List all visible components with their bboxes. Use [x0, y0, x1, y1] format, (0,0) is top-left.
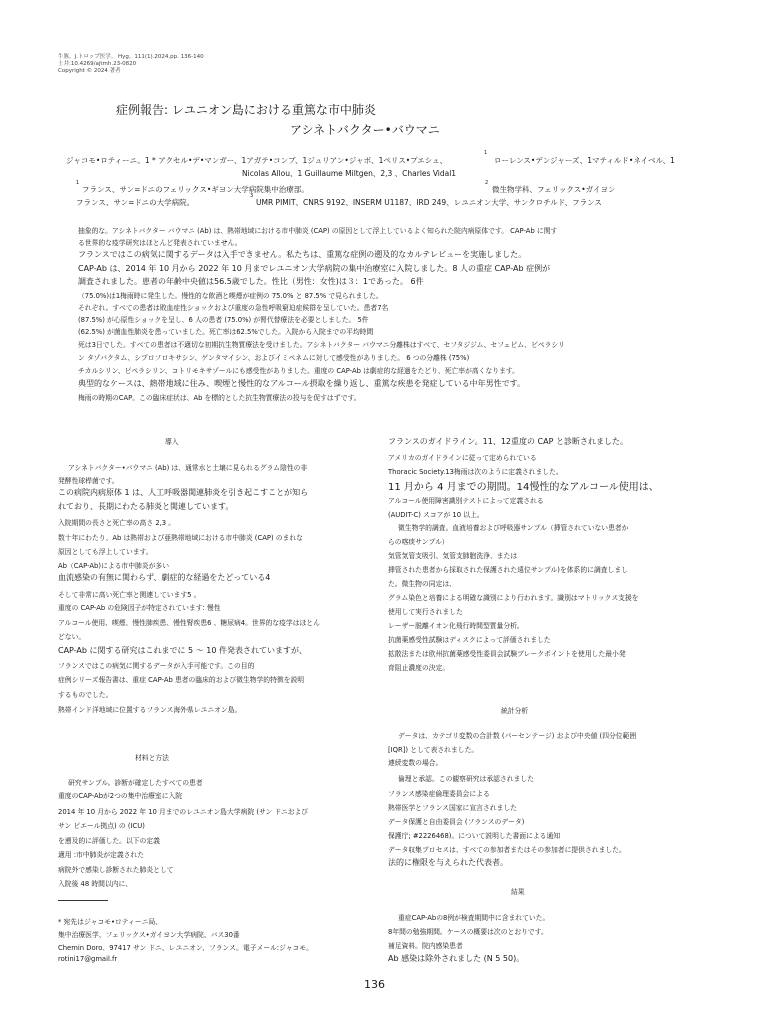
- page-number: 136: [364, 978, 385, 991]
- text-line: 挿管された患者から採取された保護された遠位サンプル)を体系的に調査しまし: [388, 566, 628, 574]
- text-line: アルコール使用障害識別テストによって定義される: [388, 497, 544, 505]
- text-line: CAP-Ab は、2014 年 10 月から 2022 年 10 月までレユニオン大学病院の集中治療室に入院しました。8 人の重症 CAP-Ab 症例が: [78, 264, 551, 273]
- text-line: サン ピエール拠点) の (ICU): [58, 822, 145, 830]
- text-line: (62.5%) が菌血性肺炎を患っていました。死亡率は62.5%でした。入院から入院までの平均時間: [78, 328, 374, 336]
- text-line: 梅雨の時期のCAP。この臨床症状は、Ab を標的とした抗生物質療法の投与を促すはずです。: [78, 394, 361, 402]
- text-line: データ収集プロセスは、すべての参加者またはその参加者に提供されました。: [388, 846, 626, 854]
- affiliation-line: フランス、サン=ドニのフェリックス•ギヨン大学病院集中治療部。: [82, 185, 309, 194]
- text-line: 育阻止濃度の決定。: [388, 664, 450, 672]
- text-line: データ保護と自由委員会 (フランスのデータ): [388, 818, 525, 826]
- text-line: レーザー脱離イオン化飛行時間型質量分析。: [388, 622, 524, 630]
- text-line: 典型的なケースは、熱帯地域に住み、喫煙と慢性的なアルコール摂取を繰り返し、重篤な疾患を発症している中年男性です。: [78, 379, 525, 388]
- text-line: 数十年にわたり、Ab は熱帯および亜熱帯地域における市中肺炎 (CAP) のまれな: [58, 534, 303, 542]
- title-line: アシネトバクター•バウマニ: [290, 123, 440, 137]
- text-line: この病院内病原体 1 は、人工呼吸器関連肺炎を引き起こすことが知ら: [58, 488, 309, 497]
- section-heading: 材料と方法: [135, 754, 169, 762]
- text-line: アルコール使用、喫煙、慢性肺疾患、慢性腎疾患6 、糖尿病4。世界的な疫学はほとん: [58, 619, 320, 627]
- affiliation-line: 微生物学科、フェリックス•ガイヨン: [492, 185, 616, 194]
- footnote-rule: [58, 900, 108, 901]
- text-line: れており、長期にわたる肺炎と関連しています。: [58, 502, 234, 511]
- text-line: Chemin Doro、97417 サン ドニ、レユニオン、フランス。電子メール:ジャコモ。: [58, 944, 313, 952]
- text-line: 集中治療医学、フェリックス•ガイヨン大学病院、バス30番: [58, 931, 240, 939]
- text-line: 2014 年 10 月から 2022 年 10 月までのレユニオン島大学病院 (サン ドニおよび: [58, 808, 309, 816]
- text-line: (87.5%) が心原性ショックを呈し、6 人の患者 (75.0%) が腎代替療法を必要としました。 5件: [78, 316, 369, 324]
- text-line: [IQR]) として表されました。: [388, 746, 479, 754]
- author-sup: 1: [484, 150, 488, 156]
- text-line: フランス感染症倫理委員会による: [388, 790, 490, 798]
- text-line: 適用 :市中肺炎が定義された: [58, 851, 145, 859]
- affil-sup: 2: [485, 180, 489, 186]
- text-line: ン タゾバクタム、シプロフロキサシン、ゲンタマイシン、およびイミペネムに対して感受性がありました。 6 つの分離株 (75%): [78, 354, 470, 362]
- affil-sup: 1: [76, 180, 80, 186]
- text-line: 連続変数の場合。: [388, 759, 443, 767]
- text-line: 倫理と承認。この観察研究は承認されました: [398, 775, 534, 783]
- author-line: ジャコモ•ロティーニ。1 * アクセル•デ•マンガー、1アガテ•コンブ、1ジュリアン•ジャボ、1ペリス•プエシュ、: [66, 156, 448, 165]
- text-line: チカルシリン、ピペラシリン、コトリモキサゾールにも感受性がありました。重度の CAP-Ab は劇症的な経過をたどり、死亡率が高くなります。: [78, 367, 519, 375]
- text-line: 原因としても浮上しています。: [58, 548, 153, 556]
- text-line: た。微生物の同定は、: [388, 580, 456, 588]
- affiliation-line: フランス、サン=ドニの大学病院。: [76, 198, 195, 207]
- text-line: そして非常に高い死亡率と関連しています5 。: [58, 591, 201, 599]
- section-heading: 導入: [165, 438, 179, 446]
- text-line: 8年間の勉強期間。ケースの概要は次のとおりです。: [388, 928, 548, 936]
- text-line: それぞれ。すべての患者は敗血症性ショックおよび重度の急性呼吸窮迫症候群を呈していた。患者7名: [78, 304, 389, 312]
- text-line: 血流感染の有無に関わらず、劇症的な経過をたどっている4: [58, 573, 271, 582]
- text-line: を遡及的に評価した。以下の定義: [58, 837, 160, 845]
- text-line: 症例シリーズ報告書は、重症 CAP-Ab 患者の臨床的および微生物学的特徴を説明: [58, 676, 305, 684]
- text-line: 拡散法または欧州抗菌薬感受性委員会試験ブレークポイントを使用した最小発: [388, 650, 626, 658]
- text-line: 抗菌薬感受性試験はディスクによって評価されました: [388, 636, 551, 644]
- text-line: 重症CAP-Abの8例が検査期間中に含まれていた。: [398, 914, 550, 922]
- text-line: る世界的な疫学研究はほとんど発表されていません。: [78, 239, 242, 247]
- meta-line: Copyright © 2024 著者: [58, 68, 121, 74]
- text-line: するものでした。: [58, 691, 113, 699]
- text-line: 使用して実行されました: [388, 608, 463, 616]
- text-line: 調査されました。患者の年齢中央値は56.5歳でした。性比（男性：女性)は３：1であった。 6件: [78, 277, 424, 286]
- text-line: アメリカのガイドラインに従って定められている: [388, 454, 537, 462]
- text-line: 熱帯医学とフランス国家に宣言されました: [388, 804, 517, 812]
- text-line: rotini17@gmail.fr: [58, 955, 118, 963]
- text-line: 補足資料。院内感染患者: [388, 942, 463, 950]
- text-line: 研究サンプル。診断が確定したすべての患者: [68, 779, 203, 787]
- text-line: グラム染色と培養による明確な識別により行われます。識別はマトリックス支援を: [388, 594, 639, 602]
- text-line: CAP-Ab に関する研究はこれまでに 5 ～ 10 件発表されていますが、: [58, 646, 307, 655]
- text-line: Ab（CAP-Ab)による市中肺炎が多い: [58, 562, 169, 570]
- meta-line: 牛豚。J.トロップ医学。 Hyg。111(1).2024.pp. 136-140: [58, 54, 204, 60]
- text-line: （75.0%)は1梅雨時に発生した。慢性的な飲酒と喫煙が症例の 75.0% と 87.5% で見られました。: [78, 292, 383, 300]
- text-line: (AUDIT-C) スコアが 10 以上。: [388, 511, 484, 519]
- text-line: アシネトバクター•バウマニ (Ab) は、通常水と土壌に見られるグラム陰性の非: [68, 464, 308, 472]
- text-line: 病院外で感染し診断された肺炎として: [58, 866, 174, 874]
- section-heading: 統計分析: [501, 707, 529, 715]
- text-line: 入院後 48 時間以内に、: [58, 880, 133, 888]
- text-line: データは、カテゴリ変数の合計数 (パーセンテージ) および中央値 (四分位範囲: [398, 732, 637, 740]
- text-line: 死は3日でした。すべての患者は不適切な初期抗生物質療法を受けました。アシネトバクター バウマニ分離株はすべて、セフタジジム、セフェピム、ピペラシリ: [78, 341, 565, 349]
- text-line: 入院期間の長さと死亡率の高さ 2,3 。: [58, 519, 176, 527]
- text-line: フランスのガイドライン。11、12重度の CAP と診断されました。: [388, 437, 628, 446]
- text-line: Ab 感染は除外されました (N 5 50)。: [388, 954, 525, 963]
- text-line: 重度のCAP-Abが2つの集中治療室に入院: [58, 792, 183, 800]
- text-line: 抽象的な。アシネトバクター バウマニ (Ab) は、熱帯地域における市中肺炎 (CAP) の原因として浮上しているよく知られた院内病原体です。 CAP-Ab に関す: [78, 227, 558, 235]
- text-line: 微生物学的調査。血液培養および呼吸器サンプル（挿管されていない患者か: [398, 524, 629, 532]
- author-line: ローレンス•デンジャーズ、1マティルド•ネイベル、1: [494, 156, 675, 165]
- text-line: Thoracic Society.13梅雨は次のように定義されました。: [388, 468, 563, 476]
- text-line: 気管気管支吸引、気管支肺胞洗浄、または: [388, 552, 518, 560]
- affiliation-line: UMR PIMIT、CNRS 9192、INSERM U1187、IRD 249、レユニオン大学、サンクロチルド、フランス: [256, 198, 602, 207]
- meta-line: 土井:10.4269/ajtmh.23-0820: [58, 61, 137, 67]
- text-line: * 宛先はジャコモ•ロティーニ局、: [58, 918, 163, 926]
- title-line: 症例報告: レユニオン島における重篤な市中肺炎: [116, 103, 376, 117]
- text-line: フランスではこの病気に関するデータは入手できません。私たちは、重篤な症例の遡及的なカルテレビューを実施しました。: [78, 250, 527, 259]
- text-line: 11 月から 4 月までの期間。14慢性的なアルコール使用は、: [388, 482, 659, 493]
- text-line: どない。: [58, 633, 86, 641]
- text-line: 発酵性球桿菌です。: [58, 477, 119, 485]
- text-line: フランスではこの病気に関するデータが入手可能です。この目的: [58, 662, 255, 670]
- section-heading: 結果: [511, 888, 525, 896]
- text-line: 熱帯インド洋地域に位置するフランス海外県レユニオン島。: [58, 706, 242, 714]
- text-line: らの喀痰サンプル）: [388, 538, 449, 546]
- text-line: 保護庁; #2226468)。について説明した書面による通知: [388, 832, 561, 840]
- affil-sup: 3: [250, 193, 254, 199]
- text-line: 重度の CAP-Ab の危険因子が特定されています: 慢性: [58, 604, 221, 612]
- author-line: Nicolas Allou、1 Guillaume Miltgen、2,3 、Charles Vidal1: [242, 169, 457, 178]
- text-line: 法的に権限を与えられた代表者。: [388, 858, 508, 867]
